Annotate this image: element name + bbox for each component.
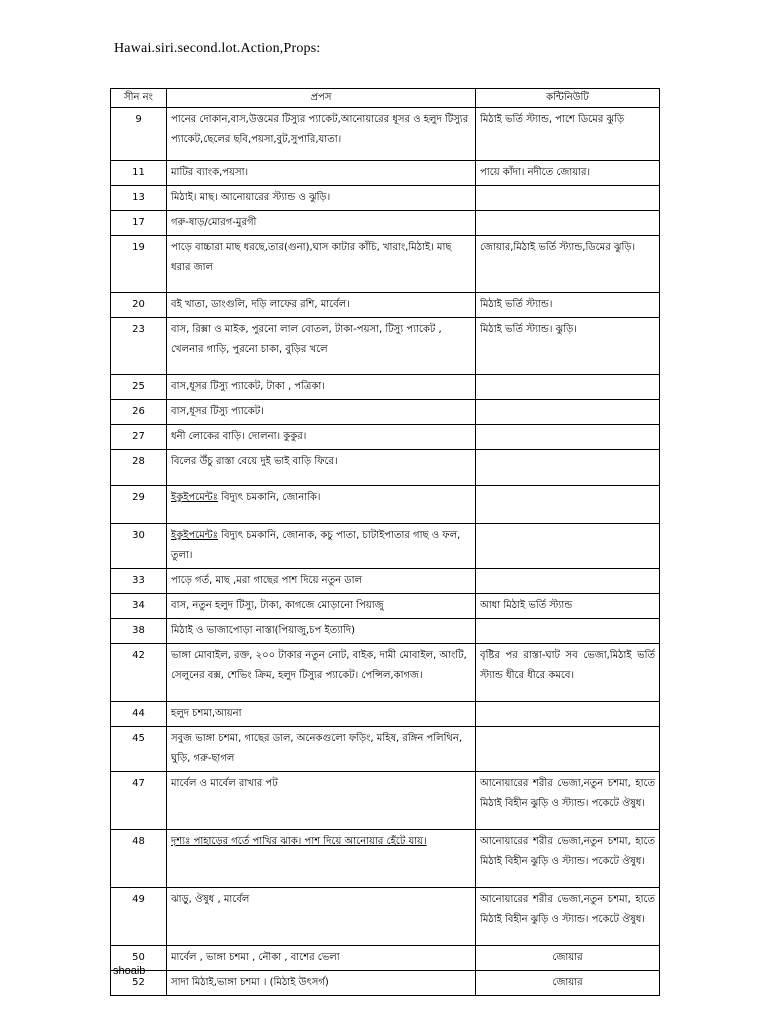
continuity-cell: বৃষ্টির পর রাস্তা-ঘাট সব ভেজা,মিঠাই ভর্তি স্ট্যান্ড ধীরে ধীরে কমবে। [476,644,660,702]
scene-number: 20 [111,293,167,318]
props-cell: বই খাতা, ডাংগুলি, দড়ি লাফের রশি, মার্বেল। [167,293,476,318]
continuity-cell [476,211,660,236]
scene-number: 50 [111,946,167,971]
scene-number: 28 [111,450,167,486]
continuity-cell [476,569,660,594]
scene-number: 26 [111,400,167,425]
table-row [111,727,660,772]
scene-number: 33 [111,569,167,594]
scene-number: 13 [111,186,167,211]
props-cell: মিঠাই। মাছ। আনোয়ারের স্ট্যান্ড ও ঝুড়ি। [167,186,476,211]
table-row [111,830,660,888]
table-row [111,293,660,318]
continuity-cell: জোয়ার [476,946,660,971]
continuity-cell: মিঠাই ভর্তি স্ট্যান্ড। ঝুড়ি। [476,318,660,375]
props-cell: ভাঙ্গা মোবাইল, রক্ত, ২০০ টাকার নতুন নোট, বাইক, দামী মোবাইল, আংটি, সেলুনের বক্স, শেভিং ক্রিম, হলুদ টিস্যুর প্যাকেট। পেন্সিল,কাগজ। [167,644,476,702]
scene-number: 30 [111,524,167,569]
table-header-row [111,89,660,108]
continuity-cell: আধা মিঠাই ভর্তি স্ট্যান্ড [476,594,660,619]
props-cell [167,830,476,888]
table-row [111,946,660,971]
table-row [111,619,660,644]
continuity-cell [476,524,660,569]
table-row [111,318,660,375]
props-cell: হলুদ চশমা,আয়না [167,702,476,727]
continuity-cell [476,450,660,486]
props-cell: বাস, নতুন হলুদ টিস্যু, টাকা, কাগজে মোড়ানো পিয়াজু [167,594,476,619]
table-row [111,644,660,702]
table-row [111,569,660,594]
continuity-cell [476,702,660,727]
continuity-cell [476,619,660,644]
props-cell: সবুজ ভাঙ্গা চশমা, গাছের ডাল, অনেকগুলো ফড়িং, মহিষ, রঙ্গিন পলিথিন, ঘুড়ি, গরু-ছাগল [167,727,476,772]
table-row [111,486,660,524]
scene-number: 19 [111,236,167,293]
scene-number: 23 [111,318,167,375]
scene-number: 52 [111,971,167,996]
props-cell: মার্বেল , ভাঙ্গা চশমা , নৌকা , বাশের ভেলা [167,946,476,971]
scene-number: 45 [111,727,167,772]
props-cell: সাদা মিঠাই,ভাঙ্গা চশমা । (মিঠাই উৎসর্গ) [167,971,476,996]
props-cell: বাস, রিক্সা ও মাইক, পুরনো লাল বোতল, টাকা-পয়সা, টিস্যু প্যাকেট , খেলনার গাড়ি, পুরনো চাকা, বুড়ির খলে [167,318,476,375]
table-row [111,400,660,425]
props-text: বিদ্যুৎ চমকানি, জোনাক, কচু পাতা, চাটাইপাতার গাছ ও ফল, তুলা। [171,530,461,561]
props-text: দৃশ্যঃ পাহাড়ের গর্তে পাখির ঝাক। পাশ দিয়ে আনোয়ার হেঁটে যায়। [171,836,427,847]
table-row [111,450,660,486]
header-continuity: কন্টিনিউটি [476,89,660,108]
table-row [111,888,660,946]
props-cell: গরু-ষাড়/মোরগ-মুরগী [167,211,476,236]
equipment-label: ইকুইপমেন্টঃ [171,492,218,503]
scene-number: 48 [111,830,167,888]
props-cell: মাটির ব্যাংক,পয়সা। [167,161,476,186]
scene-number: 38 [111,619,167,644]
continuity-cell: জোয়ার,মিঠাই ভর্তি স্ট্যান্ড,ডিমের ঝুড়ি। [476,236,660,293]
continuity-cell [476,486,660,524]
table-row [111,702,660,727]
table-row [111,211,660,236]
table-row [111,971,660,996]
table-row [111,524,660,569]
continuity-cell: আনোয়ারের শরীর ভেজা,নতুন চশমা, হাতে মিঠাই বিহীন ঝুড়ি ও স্ট্যান্ড। পকেটে ঔষুধ। [476,888,660,946]
scene-number: 34 [111,594,167,619]
scene-number: 9 [111,108,167,161]
table-row [111,772,660,830]
props-cell: ঝাড়ু, ঔষুধ , মার্বেল [167,888,476,946]
continuity-cell: মিঠাই ভর্তি স্ট্যান্ড। [476,293,660,318]
continuity-cell [476,727,660,772]
props-cell: মিঠাই ও ভাজাপোড়া নাস্তা(পিয়াজু,চপ ইত্যাদি) [167,619,476,644]
props-cell: পানের দোকান,বাস,উত্তমের টিস্যুর প্যাকেট,আনোয়ারের ধূসর ও হলুদ টিস্যুর প্যাকেট,ছেলের ছবি,পয়সা,বুট,সুপারি,যাতা। [167,108,476,161]
continuity-cell [476,425,660,450]
scene-number: 44 [111,702,167,727]
continuity-cell [476,400,660,425]
page-title: Hawai.siri.second.lot.Action,Props: [114,41,321,56]
props-cell: বাস,ধূসর টিস্যু প্যাকেট। [167,400,476,425]
scene-number: 27 [111,425,167,450]
scene-number: 49 [111,888,167,946]
scene-number: 25 [111,375,167,400]
props-cell: পাড়ে গর্ত, মাছ ,মরা গাছের পাশ দিয়ে নতুন ডাল [167,569,476,594]
continuity-cell: পায়ে কাঁদা। নদীতে জোয়ার। [476,161,660,186]
continuity-cell: আনোয়ারের শরীর ভেজা,নতুন চশমা, হাতে মিঠাই বিহীন ঝুড়ি ও স্ট্যান্ড। পকেটে ঔষুধ। [476,772,660,830]
scene-number: 29 [111,486,167,524]
props-cell [167,486,476,524]
scene-number: 47 [111,772,167,830]
footer-author: shoaib [113,965,146,977]
props-cell: বিলের উঁচু রাস্তা বেয়ে দুই ভাই বাড়ি ফিরে। [167,450,476,486]
props-cell: পাড়ে বাচ্চারা মাছ ধরছে,তার(গুনা),ঘাস কাটার কাঁচি, খারাং,মিঠাই। মাছ ধরার জাল [167,236,476,293]
props-cell: মার্বেল ও মার্বেল রাখার পট [167,772,476,830]
props-text: বিদ্যুৎ চমকানি, জোনাকি। [221,492,321,503]
table-row [111,425,660,450]
table-row [111,375,660,400]
continuity-cell: আনোয়ারের শরীর ভেজা,নতুন চশমা, হাতে মিঠাই বিহীন ঝুড়ি ও স্ট্যান্ড। পকেটে ঔষুধ। [476,830,660,888]
continuity-cell [476,186,660,211]
scene-number: 42 [111,644,167,702]
props-cell: বাস,ধূসর টিস্যু প্যাকেট, টাকা , পত্রিকা। [167,375,476,400]
scene-number: 11 [111,161,167,186]
props-cell: ধনী লোকের বাড়ি। দোলনা। কুকুর। [167,425,476,450]
header-scene: সীন নং [111,89,167,108]
continuity-cell: মিঠাই ভর্তি স্ট্যান্ড, পাশে ডিমের ঝুড়ি [476,108,660,161]
continuity-cell: জোয়ার [476,971,660,996]
table-row [111,594,660,619]
table-row [111,236,660,293]
scene-number: 17 [111,211,167,236]
props-table [110,88,660,996]
header-props: প্রপস [167,89,476,108]
table-row [111,108,660,161]
equipment-label: ইকুইপমেন্টঃ [171,530,218,541]
table-row [111,186,660,211]
table-row [111,161,660,186]
props-cell [167,524,476,569]
continuity-cell [476,375,660,400]
